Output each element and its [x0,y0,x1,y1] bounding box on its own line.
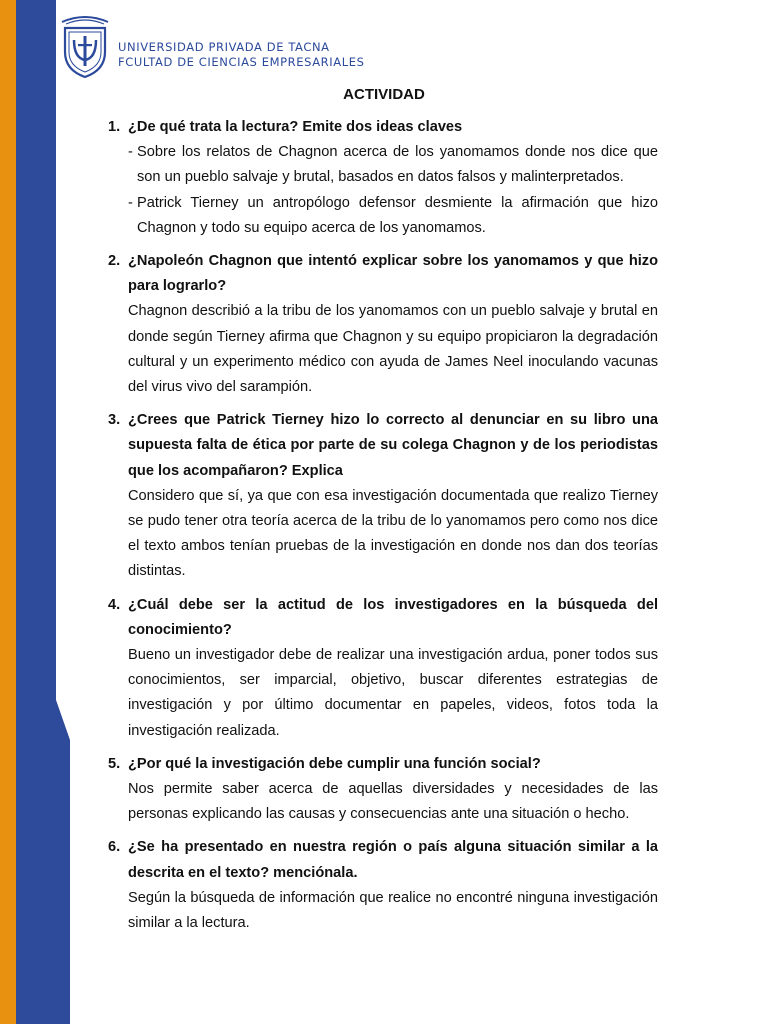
question-6 [108,835,658,885]
question-text: ¿Napoleón Chagnon que intentó explicar sobre los yanomamos y que hizo para lograrlo? [128,253,658,295]
question-2 [108,249,658,299]
answer-text: Según la búsqueda de información que realice no encontré ninguna investigación similar a la lectura. [128,889,658,932]
question-text: ¿Crees que Patrick Tierney hizo lo correcto al denunciar en su libro una supuesta falta de ética por parte de su colega Chagnon y de los periodistas que los acompañaron? Explica [128,412,658,479]
question-number: 5. [108,755,121,772]
question-number: 4. [108,596,121,613]
answer-text: Considero que sí, ya que con esa investigación documentada que realizo Tierney se pudo tener otra teoría acerca de la tribu de lo yanomamos pero como nos dice el texto ambos tenían pruebas de la investigación en donde nos dan dos teorías distintas. [128,487,658,580]
activity-content [108,115,658,936]
question-number: 6. [108,839,121,856]
university-shield-logo-icon [58,14,112,80]
blue-stripe-shape [16,0,70,1024]
university-header [118,40,365,70]
answer-text: Chagnon describió a la tribu de los yanomamos con un pueblo salvaje y brutal en donde según Tierney afirma que Chagnon y su equipo propiciaron la degradación cultural y un experimento médico con ayuda de James Neel inoculando vacunas del virus vivo del sarampión. [128,303,658,396]
faculty-name: FCULTAD DE CIENCIAS EMPRESARIALES [118,55,365,69]
question-4 [108,593,658,643]
question-5 [108,752,658,777]
question-text: ¿Se ha presentado en nuestra región o país alguna situación similar a la descrita en el texto? menciónala. [128,839,658,881]
question-text: ¿Por qué la investigación debe cumplir una función social? [128,755,541,772]
question-number: 1. [108,119,121,135]
question-text: ¿Cuál debe ser la actitud de los investigadores en la búsqueda del conocimiento? [128,596,658,638]
answer-text: Bueno un investigador debe de realizar una investigación ardua, poner todos sus conocimientos, ser imparcial, objetivo, buscar diferentes estrategias de investigación y por último documentar en papeles, videos, fotos toda la investigación realizada. [128,647,658,739]
question-text: ¿De qué trata la lectura? Emite dos ideas claves [128,119,463,135]
question-number: 3. [108,412,121,429]
orange-side-stripe [0,0,16,1024]
answer-bullet [108,140,658,190]
bullet-dash: - [128,194,133,211]
bullet-text: Sobre los relatos de Chagnon acerca de los yanomamos donde nos dice que son un pueblo salvaje y brutal, basados en datos falsos y malinterpretados. [137,144,658,186]
answer-bullet [108,191,658,241]
question-3 [108,408,658,484]
answer-text: Nos permite saber acerca de aquellas diversidades y necesidades de las personas explicando las causas y consecuencias ante una situación o hecho. [128,781,658,823]
university-name: UNIVERSIDAD PRIVADA DE TACNA [118,40,330,54]
question-number: 2. [108,253,121,270]
bullet-text: Patrick Tierney un antropólogo defensor desmiente la afirmación que hizo Chagnon y todo su equipo acerca de los yanomamos. [137,194,658,236]
document-title: ACTIVIDAD [343,86,425,103]
blue-side-stripe [16,0,72,1024]
question-1 [108,115,658,140]
bullet-dash: - [128,144,133,161]
